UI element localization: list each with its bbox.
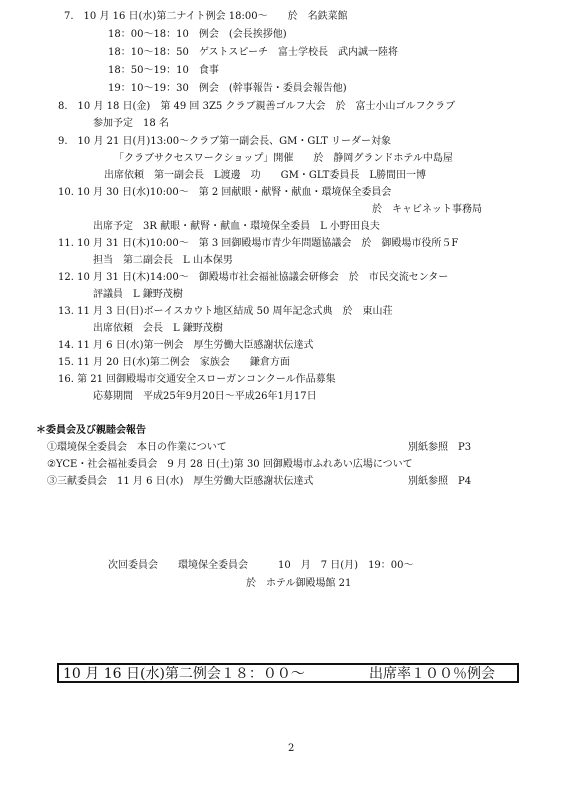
item-7-sub-3: 18：50～19：10 食事	[108, 65, 219, 76]
item-10-sub-2: 出席予定 3R 献眼・献腎・献血・環境保全委員 L 小野田良夫	[93, 221, 380, 232]
report-3: ③三献委員会 11 月 6 日(水) 厚生労働大臣感謝状伝達式	[47, 476, 314, 487]
item-7-sub-1: 18：00～18：10 例会 (会長挨拶他)	[108, 29, 287, 40]
item-9: 9. 10 月 21 日(月)13:00～クラブ第一副会長、GM・GLT リーダー対象	[58, 136, 392, 147]
next-meeting: 次回委員会 環境保全委員会 10 月 7 日(月) 19：00～	[108, 560, 414, 571]
item-8: 8. 10 月 18 日(金) 第 49 回 3Z5 クラブ親善ゴルフ大会 於 富士小山ゴルフクラブ	[58, 101, 456, 112]
item-13: 13. 11 月 3 日(日)ボーイスカウト地区結成 50 周年記念式典 於 東山荘	[58, 306, 393, 317]
item-15: 15. 11 月 20 日(水)第二例会 家族会 鎌倉方面	[58, 357, 290, 368]
item-14: 14. 11 月 6 日(水)第一例会 厚生労働大臣感謝状伝達式	[58, 340, 314, 351]
item-7: 7. 10 月 16 日(水)第二ナイト例会 18:00～ 於 名鉄菜館	[64, 11, 348, 22]
report-1-ref: 別紙参照 P3	[408, 442, 472, 453]
item-11: 11. 10 月 31 日(木)10:00～ 第 3 回御殿場市青少年問題協議会 於 御殿場市役所５F	[58, 238, 459, 249]
item-7-sub-2: 18：10～18：50 ゲストスピーチ 富士学校長 武内誠一陸将	[108, 47, 398, 58]
report-3-ref: 別紙参照 P4	[408, 476, 472, 487]
next-meeting-venue: 於 ホテル御殿場館 21	[246, 578, 352, 589]
item-13-sub: 出席依頼 会長 L 鎌野茂樹	[93, 323, 223, 334]
section-heading: ＊委員会及び親睦会報告	[36, 425, 146, 436]
item-7-sub-4: 19：10～19：30 例会 (幹事報告・委員会報告他)	[108, 83, 347, 94]
banner-box	[57, 663, 519, 683]
item-10-sub-1: 於 キャビネット事務局	[372, 204, 482, 215]
banner-date: 10 月 16 日(水)第二例会１８：００～	[63, 666, 305, 682]
item-8-sub: 参加予定 18 名	[93, 118, 169, 129]
item-9-sub-1: 「クラブサクセスワークショップ」開催 於 静岡グランドホテル中島屋	[114, 153, 453, 164]
item-11-sub: 担当 第二副会長 L 山本保男	[93, 255, 233, 266]
item-12-sub: 評議員 L 鎌野茂樹	[93, 289, 183, 300]
item-12: 12. 10 月 31 日(木)14:00～ 御殿場市社会福祉協議会研修会 於 市民交流センター	[58, 272, 449, 283]
item-10: 10. 10 月 30 日(水)10:00～ 第 2 回献眼・献腎・献血・環境保全委員会	[58, 187, 392, 198]
item-16-sub: 応募期間 平成25年9月20日～平成26年1月17日	[93, 391, 317, 402]
page-number: 2	[288, 743, 295, 754]
item-9-sub-2: 出席依頼 第一副会長 L渡邊 功 GM・GLT委員長 L勝間田一博	[104, 170, 426, 181]
banner-attendance: 出席率１００％例会	[369, 666, 495, 682]
report-1: ①環境保全委員会 本日の作業について	[47, 442, 227, 453]
item-16: 16. 第 21 回御殿場市交通安全スローガンコンクール作品募集	[58, 374, 336, 385]
report-2: ②YCE・社会福祉委員会 9 月 28 日(土)第 30 回御殿場市ふれあい広場について	[47, 459, 413, 470]
